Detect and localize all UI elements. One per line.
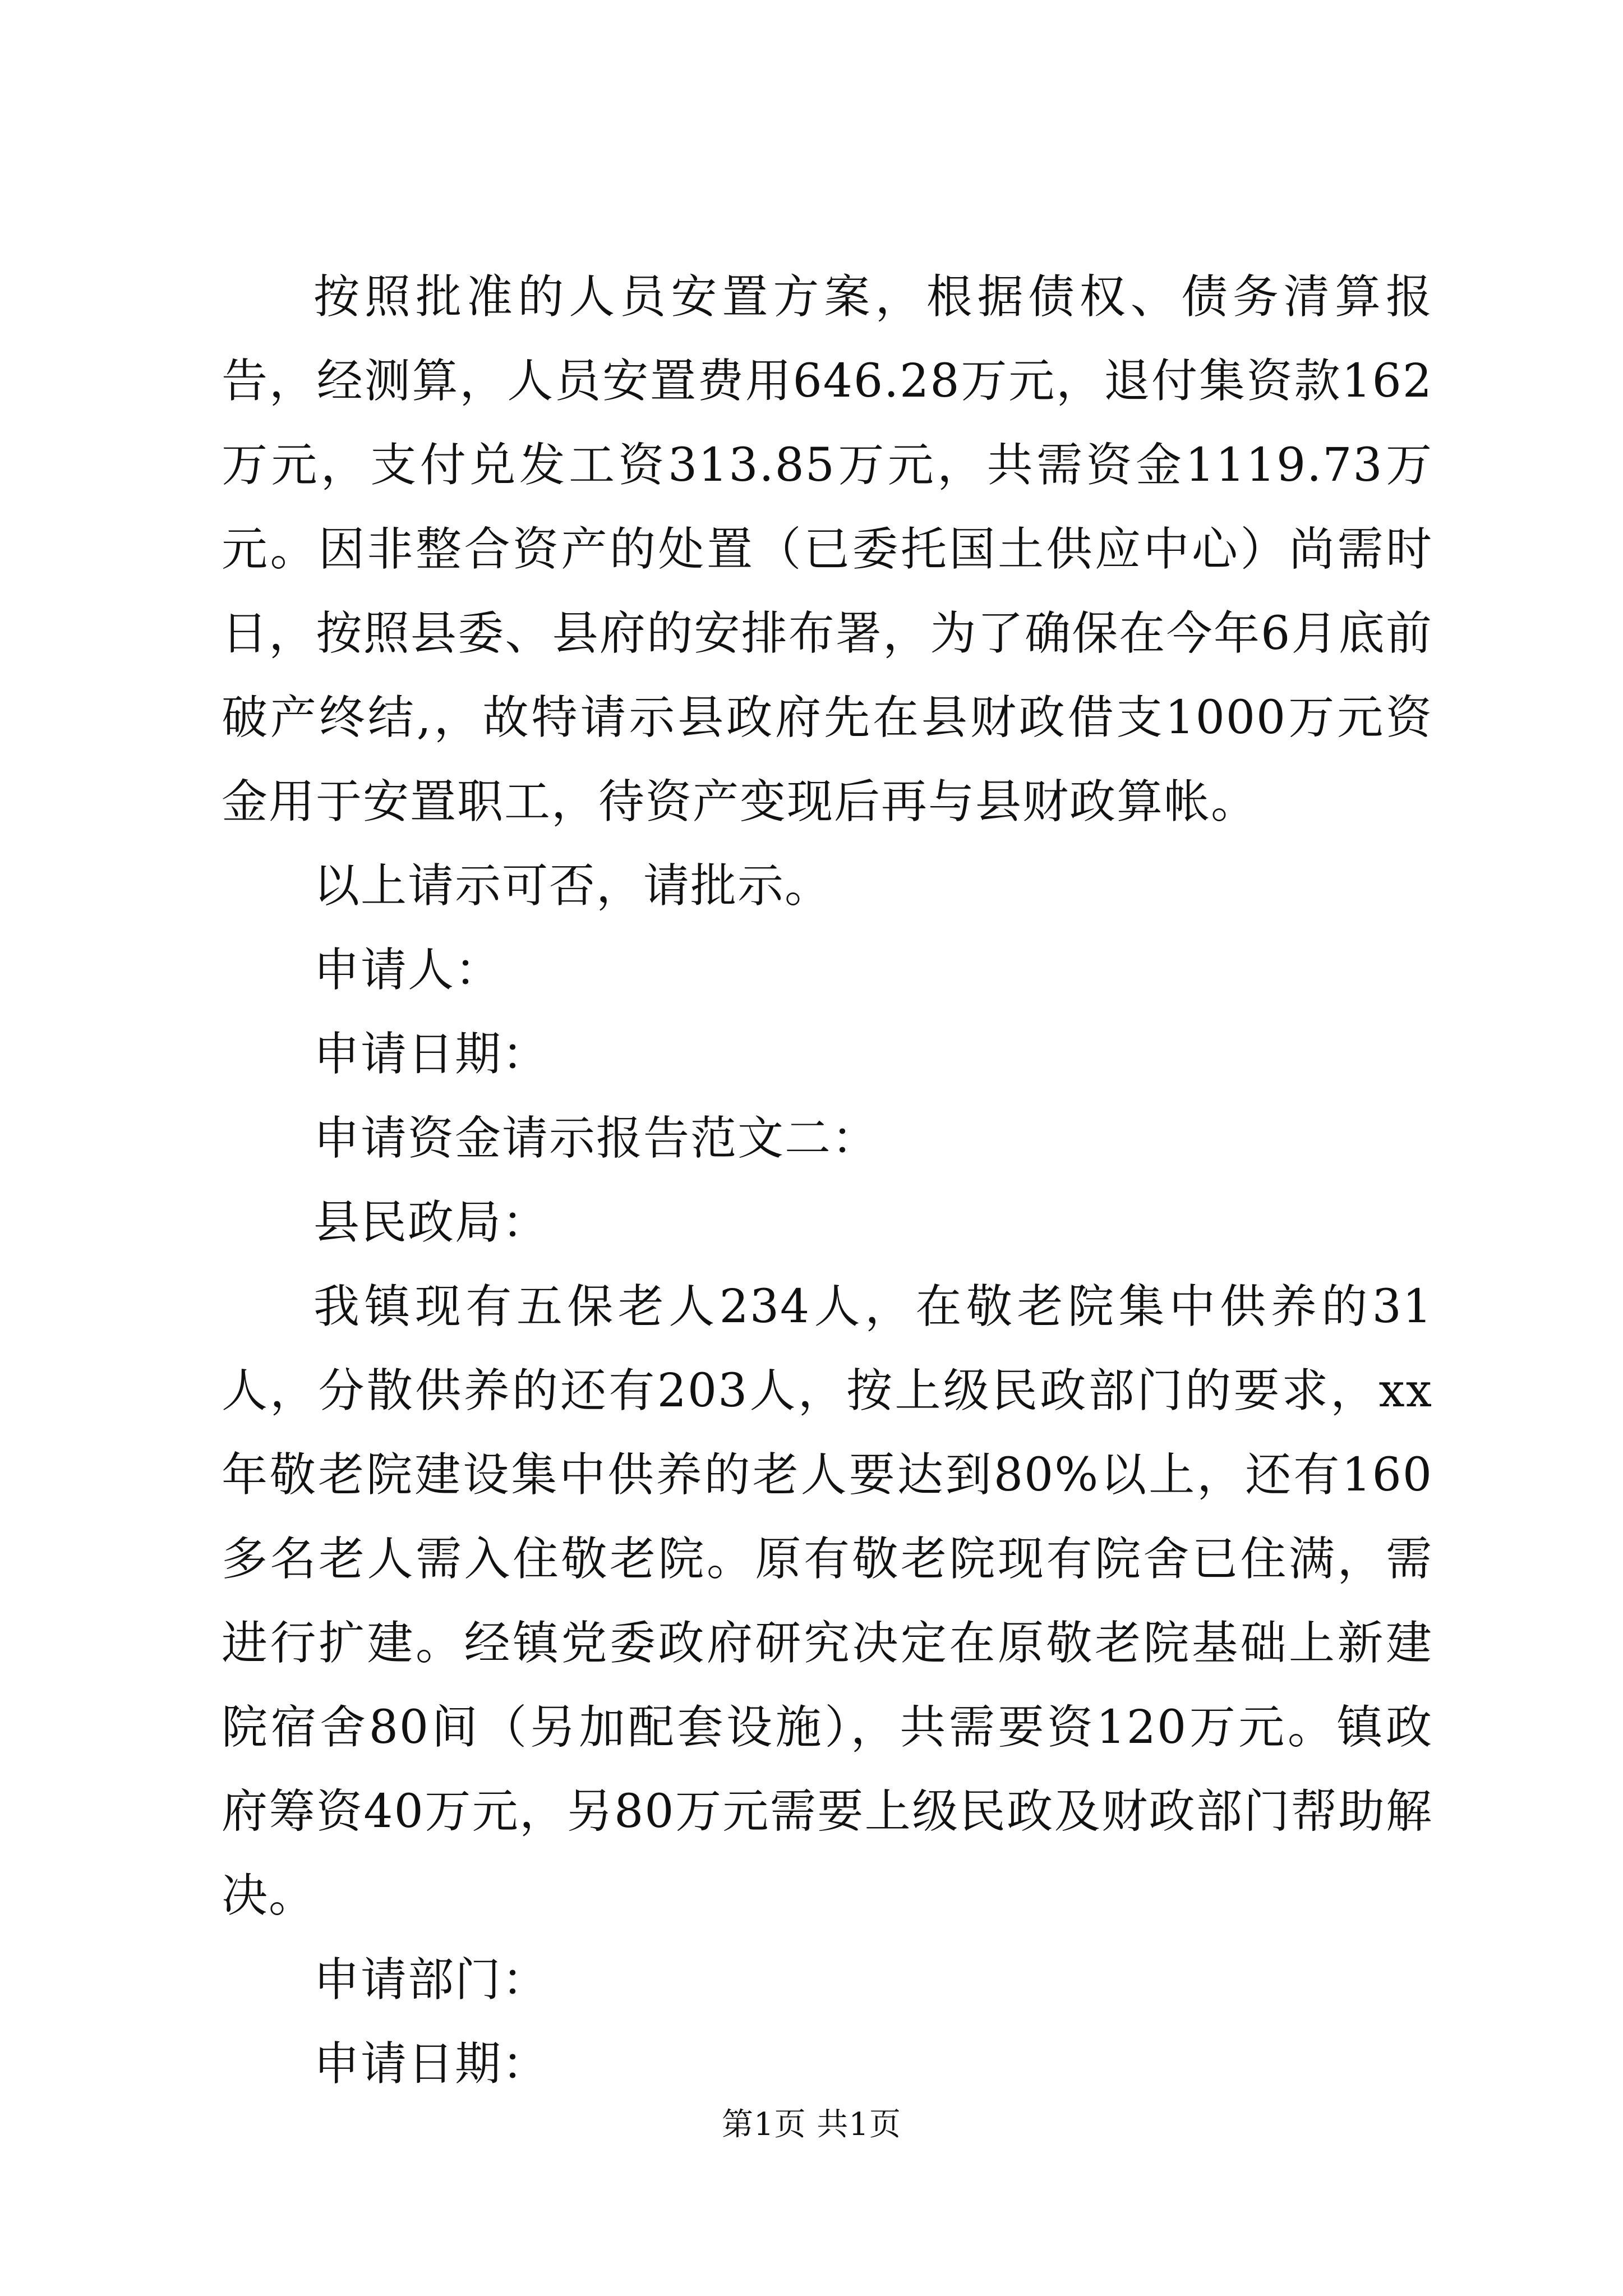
document-body bbox=[222, 255, 1433, 2106]
sample-two-heading: 申请资金请示报告范文二： bbox=[313, 1112, 879, 1165]
paragraph-nursing-home: 我镇现有五保老人234人，在敬老院集中供养的31人，分散供养的还有203人，按上级民政部门的要求，xx年敬老院建设集中供养的老人要达到80%以上，还有160多名老人需入住敬老院。原有敬老院现有院舍已住满，需进行扩建。经镇党委政府研究决定在原敬老院基础上新建院宿舍80间（另加配套设施），共需要资120万元。镇政府筹资40万元，另80万元需要上级民政及财政部门帮助解决。 bbox=[222, 1280, 1433, 1922]
addressee: 县民政局： bbox=[313, 1196, 550, 1249]
application-date-label: 申请日期： bbox=[313, 1028, 550, 1081]
application-date-label-2: 申请日期： bbox=[313, 2037, 550, 2091]
applicant-label: 申请人： bbox=[313, 944, 502, 997]
page-footer: 第1页 共1页 bbox=[721, 2106, 902, 2143]
paragraph-funding-request: 按照批准的人员安置方案，根据债权、债务清算报告，经测算，人员安置费用646.28万元，退付集资款162万元，支付兑发工资313.85万元，共需资金1119.73万元。因非整合资产的处置（已委托国土供应中心）尚需时日，按照县委、县府的安排布署，为了确保在今年6月底前破产终结,，故特请示县政府先在县财政借支1000万元资金用于安置职工，待资产变现后再与县财政算帐。 bbox=[222, 270, 1433, 829]
applicant-department-label: 申请部门： bbox=[313, 1953, 550, 2007]
paragraph-approval-request: 以上请示可否，请批示。 bbox=[313, 859, 832, 913]
